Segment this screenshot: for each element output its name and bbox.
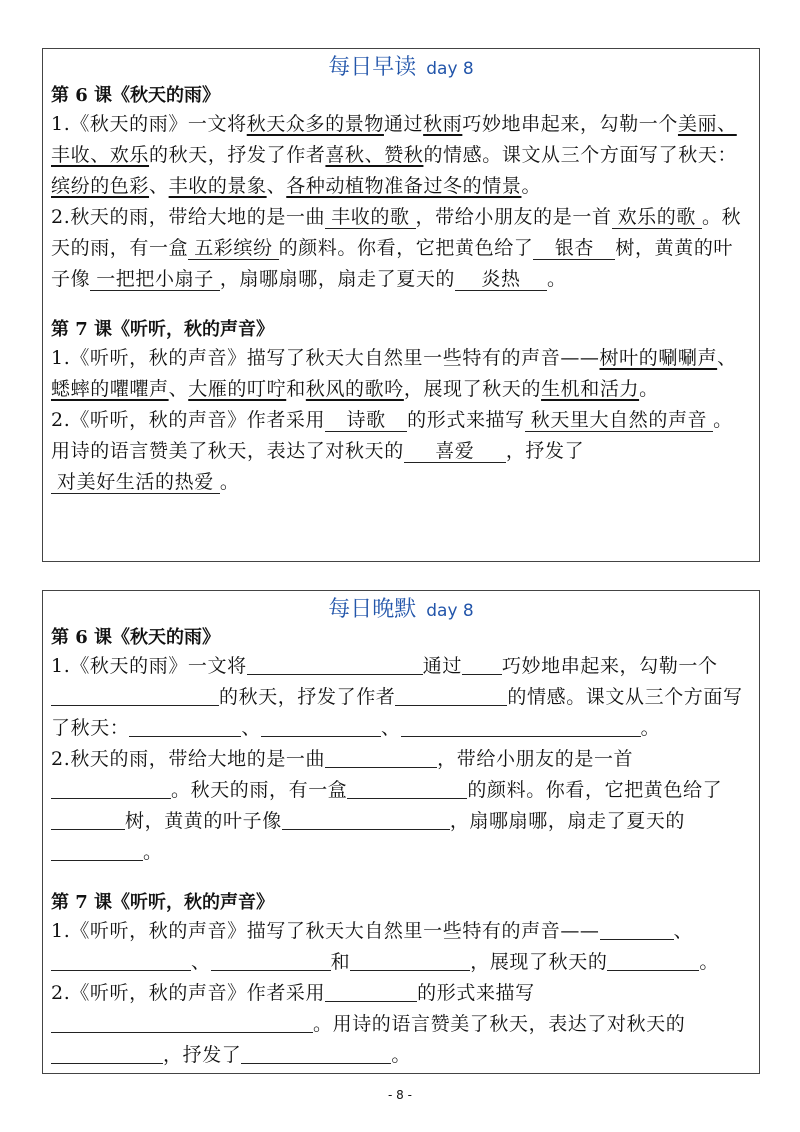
blank[interactable] — [282, 809, 450, 830]
blank[interactable] — [325, 981, 417, 1002]
blank[interactable] — [51, 840, 143, 861]
answer: 一把把小扇子 — [90, 268, 220, 291]
page-number: - 8 - — [388, 1088, 412, 1102]
text: 。 — [219, 471, 240, 493]
answer: 美丽、丰收、欢乐 — [51, 113, 737, 166]
text: 2.《听听，秋的声音》作者采用 — [51, 982, 326, 1004]
blank[interactable] — [607, 950, 699, 971]
morning-title-text: 每日早读 — [328, 55, 417, 80]
blank[interactable] — [600, 919, 674, 940]
text: 的情感。课文从三个方面写了秋天： — [51, 686, 743, 739]
evening-lesson6-paragraph1 — [43, 651, 759, 744]
text: 通过 — [422, 655, 462, 677]
text: ，带给小朋友的是一首 — [437, 748, 634, 770]
text: 。 — [521, 175, 542, 197]
text: 1.《秋天的雨》一文将 — [51, 655, 247, 677]
blank[interactable] — [51, 809, 125, 830]
evening-title — [43, 595, 759, 625]
blank[interactable] — [325, 747, 437, 768]
evening-lesson6-heading: 第 6 课《秋天的雨》 — [51, 627, 221, 648]
blank[interactable] — [51, 1043, 163, 1064]
text: 。 — [639, 378, 659, 400]
morning-lesson6-paragraph1 — [43, 109, 759, 202]
morning-reading-panel — [42, 48, 760, 562]
blank[interactable] — [51, 950, 191, 971]
text: 、 — [266, 175, 287, 197]
evening-lesson7-heading: 第 7 课《听听，秋的声音》 — [51, 892, 275, 913]
morning-lesson7-heading: 第 7 课《听听，秋的声音》 — [51, 319, 275, 340]
blank[interactable] — [247, 654, 423, 675]
morning-lesson7-paragraph2 — [43, 405, 759, 498]
evening-title-text: 每日晚默 — [328, 597, 417, 622]
text: ，扇哪扇哪，扇走了夏天的 — [449, 810, 686, 832]
answer: 秋雨 — [423, 113, 463, 135]
morning-day-label: day 8 — [426, 59, 474, 79]
text: 的颜料。你看，它把黄色给了 — [278, 237, 534, 259]
text: 巧妙地串起来，勾勒一个 — [462, 113, 678, 135]
text: 、 — [673, 920, 694, 942]
text: 的形式来描写 — [407, 409, 525, 431]
answer: 各种动植物准备过冬的情景 — [286, 175, 522, 197]
text: ，展现了秋天的 — [470, 951, 608, 973]
blank[interactable] — [129, 716, 241, 737]
answer: 缤纷的色彩 — [51, 175, 150, 197]
blank[interactable] — [401, 716, 641, 737]
text: 的颜料。你看，它把黄色给了 — [467, 779, 723, 801]
text: 。 — [640, 717, 661, 739]
morning-lesson6-heading: 第 6 课《秋天的雨》 — [51, 85, 221, 106]
text: 。 — [547, 268, 567, 290]
blank[interactable] — [350, 950, 470, 971]
answer: 欢乐的歌 — [612, 206, 702, 229]
text: 。用诗的语言赞美了秋天，表达了对秋天的 — [51, 409, 733, 462]
answer: 五彩缤纷 — [188, 237, 278, 260]
answer: 丰收的景象 — [168, 175, 267, 197]
blank[interactable] — [51, 685, 219, 706]
text: 。秋天的雨，有一盒 — [171, 779, 348, 801]
answer: 秋天里大自然的声音 — [525, 409, 713, 432]
evening-lesson6-paragraph2 — [43, 744, 759, 868]
blank[interactable] — [51, 778, 171, 799]
text: 1.《听听，秋的声音》描写了秋天大自然里一些特有的声音—— — [51, 347, 600, 369]
text: 的形式来描写 — [417, 982, 535, 1004]
evening-lesson7-paragraph2 — [43, 978, 759, 1071]
text: 1.《秋天的雨》一文将 — [51, 113, 247, 135]
text: ，抒发了 — [163, 1044, 242, 1066]
text: 2.《听听，秋的声音》作者采用 — [51, 409, 326, 431]
morning-title — [43, 53, 759, 83]
answer: 秋天众多的景物 — [246, 113, 384, 135]
text: 的秋天，抒发了作者 — [149, 144, 326, 166]
answer: 炎热 — [455, 268, 547, 291]
morning-lesson7-paragraph1 — [43, 343, 759, 405]
answer: 诗歌 — [325, 409, 407, 432]
text: ，带给小朋友的是一首 — [415, 206, 612, 228]
text: 。 — [699, 951, 720, 973]
text: 、 — [717, 347, 737, 369]
text: 的情感。课文从三个方面写了秋天： — [423, 144, 738, 166]
answer: 秋风的歌吟 — [305, 378, 404, 400]
blank[interactable] — [395, 685, 507, 706]
text: 、 — [149, 175, 169, 197]
blank[interactable] — [51, 1012, 313, 1033]
text: 、 — [191, 951, 211, 973]
text: 的秋天，抒发了作者 — [219, 686, 396, 708]
answer: 对美好生活的热爱 — [51, 471, 220, 494]
blank[interactable] — [211, 950, 331, 971]
answer: 树叶的唰唰声 — [599, 347, 718, 369]
text: ，抒发了 — [505, 440, 585, 462]
text: 树，黄黄的叶子像 — [51, 237, 734, 290]
answer: 丰收的歌 — [325, 206, 415, 229]
text: 。 — [143, 841, 163, 863]
evening-lesson7-paragraph1 — [43, 916, 759, 978]
text: 。 — [391, 1044, 412, 1066]
text: 。秋天的雨，有一盒 — [51, 206, 742, 259]
blank[interactable] — [261, 716, 381, 737]
text: ，扇哪扇哪，扇走了夏天的 — [219, 268, 456, 290]
text: 和 — [286, 378, 306, 400]
text: 2.秋天的雨，带给大地的是一曲 — [51, 206, 326, 228]
morning-lesson6-paragraph2 — [43, 202, 759, 295]
text: 。用诗的语言赞美了秋天，表达了对秋天的 — [313, 1013, 686, 1035]
evening-dictation-panel — [42, 590, 760, 1074]
text: 、 — [168, 378, 189, 400]
evening-day-label: day 8 — [426, 601, 474, 621]
answer: 银杏 — [533, 237, 615, 260]
text: 和 — [330, 951, 351, 973]
text: 巧妙地串起来，勾勒一个 — [501, 655, 718, 677]
blank[interactable] — [462, 654, 502, 675]
blank[interactable] — [241, 1043, 391, 1064]
text: 、 — [241, 717, 262, 739]
text: 树，黄黄的叶子像 — [125, 810, 282, 832]
answer: 大雁的叮咛 — [188, 378, 287, 400]
blank[interactable] — [347, 778, 467, 799]
answer: 喜秋、赞秋 — [325, 144, 424, 166]
answer: 蟋蟀的㘗㘗声 — [51, 378, 169, 400]
answer: 喜爱 — [404, 440, 506, 463]
text: ，展现了秋天的 — [403, 378, 542, 400]
text: 通过 — [383, 113, 424, 135]
text: 1.《听听，秋的声音》描写了秋天大自然里一些特有的声音—— — [51, 920, 600, 942]
text: 、 — [381, 717, 401, 739]
answer: 生机和活力 — [541, 378, 640, 400]
text: 2.秋天的雨，带给大地的是一曲 — [51, 748, 326, 770]
